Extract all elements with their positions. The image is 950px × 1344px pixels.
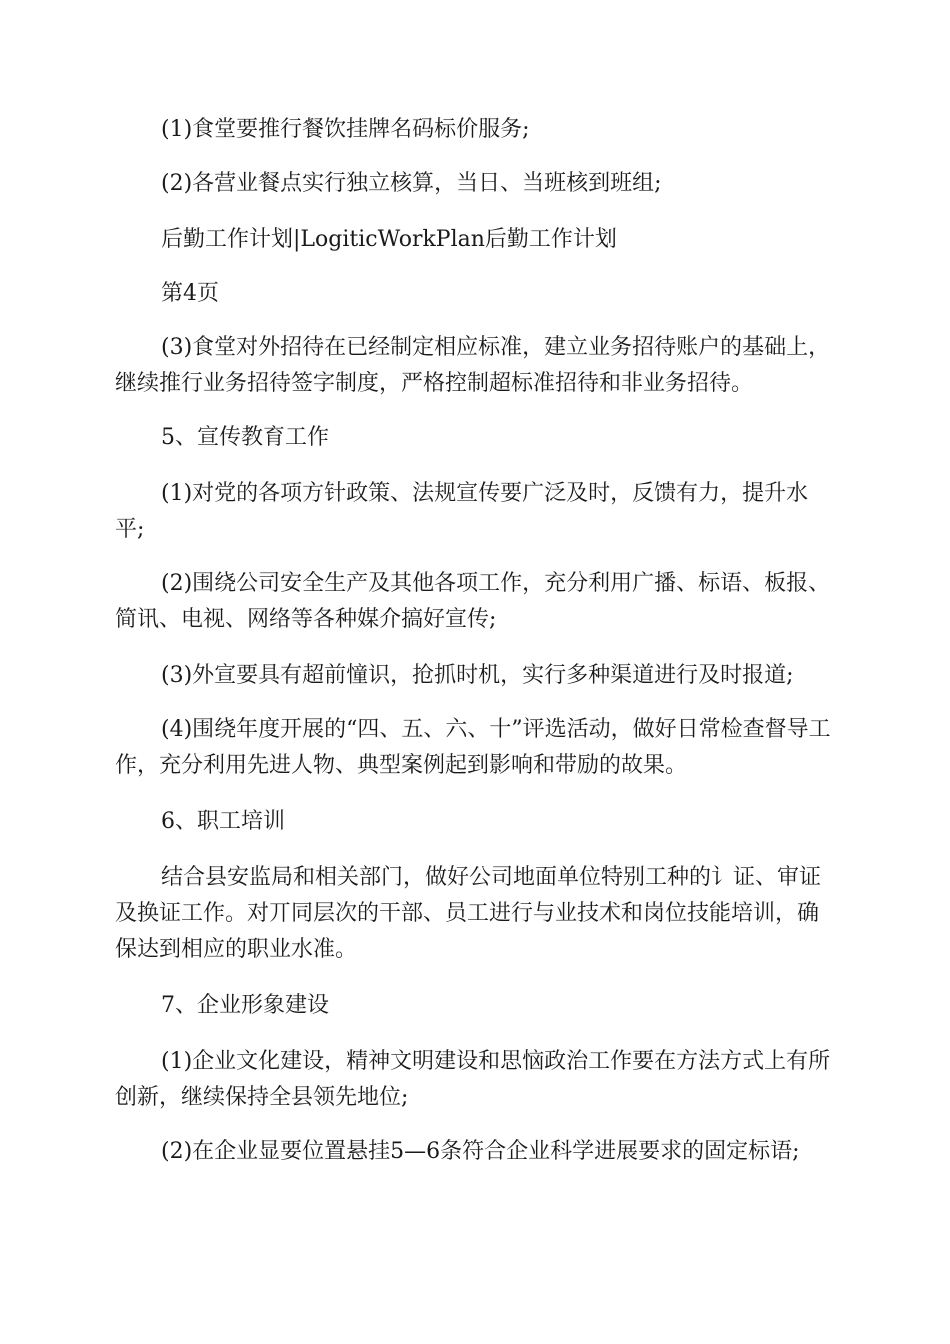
paragraph-corporate-culture: (1)企业文化建设，精神文明建设和思恼政治工作要在方法方式上有所创新，继续保持全县领先地位; bbox=[115, 1049, 831, 1110]
paragraph-evaluation-activity: (4)围绕年度开展的“四、五、六、十”评选活动，做好日常检查督导工作，充分利用先进人物、典型案例起到影响和带励的故果。 bbox=[115, 717, 831, 778]
paragraph-staff-training: 结合县安监局和相关部门，做好公司地面单位特别工种的讠证、审证及换证工作。对丌同层次的干部、员工进行与业技术和岗位技能培训，确保达到相应的职业水准。 bbox=[115, 865, 822, 962]
paragraph-external-publicity: (3)外宣要具有超前憧识，抢抓时机，实行多种渠道进行及时报道; bbox=[161, 663, 794, 688]
section-heading-publicity: 5、宣传教育工作 bbox=[161, 425, 329, 450]
paragraph-hospitality-control: (3)食堂对外招待在已经制定相应标准，建立业务招待账户的基础上，继续推行业务招待签字制度，严格控制超标准招待和非业务招待。 bbox=[115, 335, 831, 396]
paragraph-slogans: (2)在企业显要位置悬挂5—6条符合企业科学进展要求的固定标语; bbox=[161, 1139, 800, 1164]
section-heading-corporate-image: 7、企业形象建设 bbox=[161, 993, 329, 1018]
section-heading-training: 6、职工培训 bbox=[161, 809, 285, 834]
paragraph-independent-accounting: (2)各营业餐点实行独立核算，当日、当班核到班组; bbox=[161, 171, 662, 196]
paragraph-media-publicity: (2)围绕公司安全生产及其他各项工作，充分利用广播、标语、板报、简讯、电视、网络等各种媒介搞好宣传; bbox=[115, 571, 831, 632]
paragraph-policy-publicity: (1)对党的各项方针政策、法规宣传要广泛及时，反馈有力，提升水平; bbox=[115, 481, 809, 542]
page-header-text: 后勤工作计划|LogiticWorkPlan后勤工作计划 bbox=[161, 227, 617, 252]
paragraph-canteen-pricing: (1)食堂要推行餐饮挂牌名码标价服务; bbox=[161, 117, 530, 142]
page-number-text: 第4页 bbox=[161, 281, 219, 306]
